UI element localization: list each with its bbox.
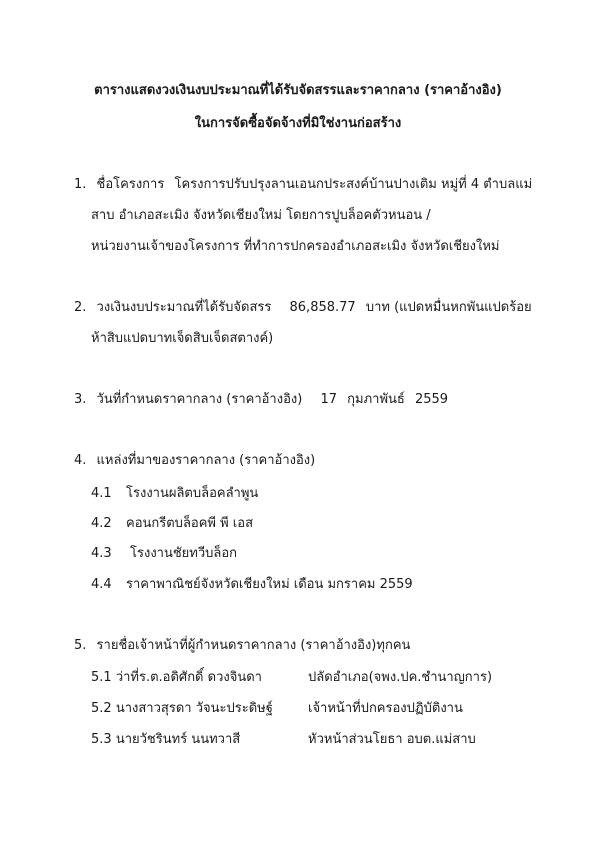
- section5-number: 5.: [74, 638, 87, 653]
- source-item-text: โรงงานชัยทวีบล็อก: [130, 546, 238, 561]
- section1-text-line3: หน่วยงานเจ้าของโครงการ ที่ทำการปกครองอำเภอสะเมิง จังหวัดเชียงใหม่: [91, 239, 500, 254]
- official-row: [91, 670, 262, 686]
- section3-number: 3.: [74, 392, 87, 407]
- official-position: เจ้าหน้าที่ปกครองปฏิบัติงาน: [308, 701, 463, 716]
- section2-text-line2: ห้าสิบแปดบาทเจ็ดสิบเจ็ดสตางค์): [91, 331, 274, 346]
- source-item: [91, 577, 413, 593]
- reference-date-month: กุมภาพันธ์: [347, 392, 405, 407]
- section2-number: 2.: [74, 300, 87, 315]
- official-name: นายวัชรินทร์ นนทวาสี: [115, 732, 241, 747]
- section2-line1: [74, 300, 532, 316]
- source-item: [91, 486, 258, 502]
- official-number: 5.1: [91, 670, 112, 685]
- document-title-line1: ตารางแสดงวงเงินงบประมาณที่ได้รับจัดสรรและราคากลาง (ราคาอ้างอิง): [94, 83, 502, 98]
- section3-line: [74, 392, 448, 408]
- official-position: ปลัดอำเภอ(จพง.ปค.ชำนาญการ): [308, 670, 493, 685]
- section5-label: รายชื่อเจ้าหน้าที่ผู้กำหนดราคากลาง (ราคาอ้างอิง)ทุกคน: [96, 638, 411, 653]
- section4-label: แหล่งที่มาของราคากลาง (ราคาอ้างอิง): [96, 453, 316, 468]
- official-position: หัวหน้าส่วนโยธา อบต.แม่สาบ: [308, 732, 476, 747]
- source-item-number: 4.4: [91, 577, 112, 592]
- document-title-line2: ในการจัดซื้อจัดจ้างที่มิใช่งานก่อสร้าง: [194, 116, 402, 131]
- official-number: 5.3: [91, 732, 112, 747]
- section4-heading: [74, 453, 315, 469]
- section5-heading: [74, 638, 410, 654]
- reference-date-day: 17: [320, 392, 337, 407]
- source-item-number: 4.1: [91, 486, 112, 501]
- source-item-number: 4.3: [91, 546, 112, 561]
- source-item-number: 4.2: [91, 516, 112, 531]
- source-item-text: ราคาพาณิชย์จังหวัดเชียงใหม่ เดือน มกราคม 2559: [126, 577, 413, 592]
- section1-line1: [74, 177, 532, 193]
- section4-number: 4.: [74, 453, 87, 468]
- section3-label: วันที่กำหนดราคากลาง (ราคาอ้างอิง): [96, 392, 303, 407]
- source-item: [91, 516, 253, 532]
- source-item-text: คอนกรีตบล็อคพี พี เอส: [126, 516, 253, 531]
- section2-text-line1: บาท (แปดหมื่นหกพันแปดร้อย: [365, 300, 532, 315]
- official-row: [91, 701, 273, 717]
- section1-number: 1.: [74, 177, 87, 192]
- official-number: 5.2: [91, 701, 112, 716]
- section1-text-line1: โครงการปรับปรุงลานเอนกประสงค์บ้านปางเติม หมู่ที่ 4 ตำบลแม่: [174, 177, 533, 192]
- reference-date-year: 2559: [414, 392, 449, 407]
- source-item-text: โรงงานผลิตบล็อคลำพูน: [126, 486, 259, 501]
- section1-label: ชื่อโครงการ: [96, 177, 165, 192]
- section1-text-line2: สาบ อำเภอสะเมิง จังหวัดเชียงใหม่ โดยการปูบล็อคตัวหนอน /: [91, 208, 431, 223]
- official-name: ว่าที่ร.ต.อดิศักดิ์ ดวงจินดา: [115, 670, 262, 685]
- source-item: [91, 546, 237, 562]
- official-name: นางสาวสุรดา วัจนะประดิษฐ์: [115, 701, 273, 716]
- official-row: [91, 732, 240, 748]
- section2-label: วงเงินงบประมาณที่ได้รับจัดสรร: [96, 300, 272, 315]
- budget-amount: 86,858.77: [289, 300, 356, 315]
